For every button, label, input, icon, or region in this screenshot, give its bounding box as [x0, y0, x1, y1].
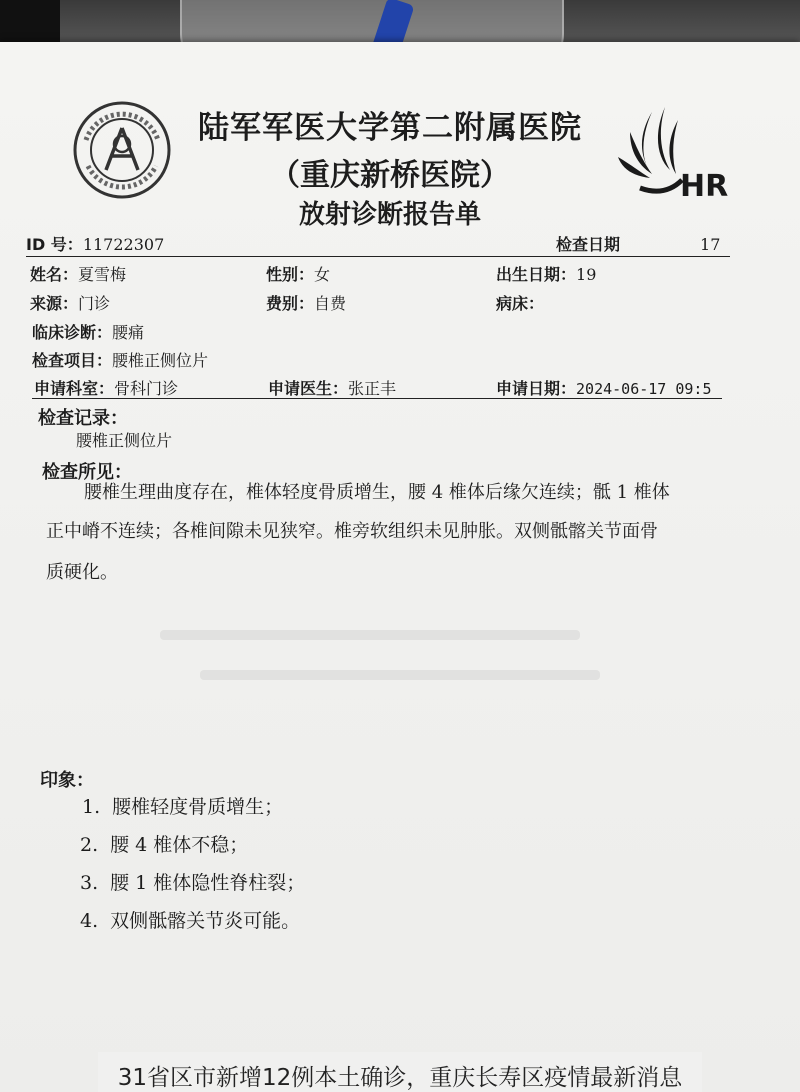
divider-bottom — [32, 398, 722, 399]
report-paper — [0, 42, 800, 1092]
findings-line-2: 正中嵴不连续；各椎间隙未见狭窄。椎旁软组织未见肿胀。双侧骶髂关节面骨 — [46, 521, 658, 542]
hospital-seal-icon — [72, 100, 172, 200]
svg-text:HR: HR — [680, 169, 729, 202]
record-text: 腰椎正侧位片 — [76, 431, 173, 450]
findings-line-3: 质硬化。 — [46, 562, 118, 583]
patient-id: ID 号：11722307 — [26, 235, 165, 254]
exam-item: 检查项目：腰椎正侧位片 — [32, 351, 209, 370]
impression-item: 3. 腰 1 椎体隐性脊柱裂； — [80, 872, 306, 894]
findings-line-1: 腰椎生理曲度存在，椎体轻度骨质增生，腰 4 椎体后缘欠连续；骶 1 椎体 — [84, 482, 670, 503]
divider-top — [26, 256, 730, 257]
patient-bed: 病床： — [496, 294, 545, 313]
request-doctor: 申请医生：张正丰 — [268, 379, 397, 398]
report-title: 放射诊断报告单 — [298, 200, 481, 230]
hospital-logo-icon — [610, 102, 730, 202]
patient-birthdate: 出生日期：19 — [496, 265, 597, 284]
impression-title: 印象： — [40, 770, 94, 791]
patient-name: 姓名：夏雪梅 — [30, 265, 127, 284]
show-through-mark — [200, 670, 600, 680]
request-date: 申请日期：2024-06-17 09:5 — [496, 379, 712, 398]
fee-type: 费别：自费 — [266, 294, 347, 313]
show-through-mark — [160, 630, 580, 640]
impression-item: 4. 双侧骶髂关节炎可能。 — [80, 910, 301, 932]
hospital-alias: （重庆新桥医院） — [270, 158, 510, 193]
exam-date: 检查日期 17 — [556, 235, 721, 254]
request-department: 申请科室：骨科门诊 — [34, 379, 179, 398]
hospital-name: 陆军军医大学第二附属医院 — [198, 110, 582, 146]
news-caption: 31省区市新增12例本土确诊，重庆长寿区疫情最新消息 — [98, 1052, 702, 1092]
patient-sex: 性别：女 — [266, 265, 331, 284]
findings-title: 检查所见： — [42, 462, 132, 483]
impression-item: 1. 腰椎轻度骨质增生； — [82, 796, 284, 818]
patient-source: 来源：门诊 — [30, 294, 111, 313]
clinical-diagnosis: 临床诊断：腰痛 — [32, 323, 145, 342]
impression-item: 2. 腰 4 椎体不稳； — [80, 834, 249, 856]
record-title: 检查记录： — [38, 408, 128, 429]
